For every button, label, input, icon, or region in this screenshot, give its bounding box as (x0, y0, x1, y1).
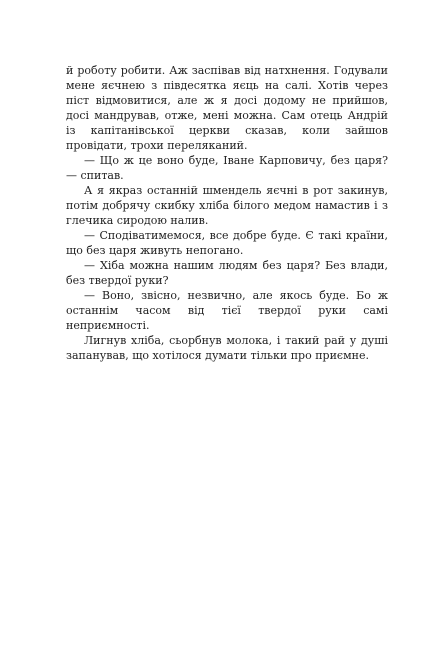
paragraph: — Воно, звісно, незвично, але якось буде. Бо ж останнім часом від тієї твердої руки самі неприємності. (66, 289, 388, 332)
paragraph: Лигнув хліба, сьорбнув молока, і такий рай у душі запанував, що хотілося думати тільки про приємне. (66, 334, 388, 362)
paragraph: А я якраз останній шмендель яєчні в рот закинув, потім добрячу скибку хліба білого медом намастив і з глечика сиродою налив. (66, 184, 388, 227)
paragraph: й роботу робити. Аж заспівав від натхнення. Годували мене яєчнею з півдесятка яєць на салі. Хотів через піст відмовитися, але ж я досі додому не прийшов, досі мандрував, отже, мені можна. Сам отець Андрій із капітанівської церкви сказав, коли зайшов провідати, трохи переляканий. (66, 64, 388, 152)
body-text (66, 63, 388, 363)
paragraph: — Сподіватимемося, все добре буде. Є такі країни, що без царя живуть непогано. (66, 229, 388, 257)
paragraph: — Хіба можна нашим людям без царя? Без влади, без твердої руки? (66, 259, 388, 287)
paragraph: — Що ж це воно буде, Іване Карповичу, без царя? — спитав. (66, 154, 388, 182)
